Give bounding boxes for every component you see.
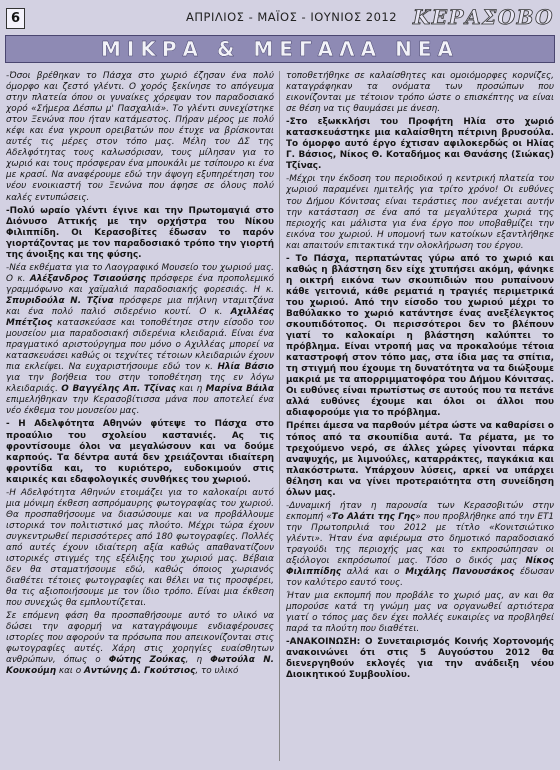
section-title: ΜΙΚΡΑ & ΜΕΓΑΛΑ ΝΕΑ [101, 37, 459, 61]
article-photo-frames: τοποθετήθηκε σε καλαίσθητες και ομοιόμορφες κορνίζες, καταγράφηκαν τα ονόματα των προσώπων που εικονίζονται με τέτοιον τρόπο ώστε ο επισκέπτης να είναι σε θέση να τις θαυμάσει με άνεση. [286, 71, 554, 115]
article-mayday-festival: -Πολύ ωραίο γλέντι έγινε και την Πρωτομαγιά στο Διόνυσο Αττικής με την ορχήστρα του Νίκου Φιλιππίδη. Οι Κερασοβίτες έδωσαν το παρόν γιορτάζοντας με τον παραδοσιακό τρόπο την γιορτή της άνοιξης και της φύσης. [6, 205, 274, 260]
article-tv-show: -Δυναμική ήταν η παρουσία των Κερασοβιτών στην εκπομπή «Το Αλάτι της Γης» που προβλήθηκε από την ΕΤ1 την Πρωτοπριλιά του 2012 με τίτλο «Κονιτσιώτικο γλέντι». Ήταν ένα αφιέρωμα στο δημοτικό παραδοσιακό τραγούδι της περιοχής μας και το εκπροσώπησαν οι αξιόλογοι εκπρόσωποί μας. Τόσο ο δικός μας Νίκος Φιλιππίδης αλλά και ο Μιχάλης Πανουσάκος έδωσαν τον καλύτερο εαυτό τους. [286, 500, 554, 589]
left-column [6, 71, 274, 763]
newspaper-name: ΚΕΡΑΣΟΒΟ [412, 5, 554, 29]
article-garbage-problem: - Το Πάσχα, περπατώντας γύρω από το χωριό και καθώς η βλάστηση δεν είχε χτυπήσει ακόμη, φάνηκε η οικτρή εικόνα των σκουπιδιών που ρυπαίνουν κάθε γειτονιά, κάθε ρεματιά η τραγιές περιμετρικά του χωριού. Από την είσοδο του χωριού μέχρι το Βαθύλακκο το χωριό κατάντησε ένας ανεξέλεγκτος σκουπιδότοπος. Οι περισσότεροι δεν το βλέπουν γιατί το καλοκαίρι η βλάστηση καλύπτει το πρόβλημα. Είναι ντροπή μας να προκαλούμε τέτοια καταστροφή στον τόπο μας, στα ίδια μας τα σπίτια, τη στιγμή που έχουμε τη δυνατότητα να τα διώξουμε μακριά με τα απορριμματοφόρα του Δήμου Κόνιτσας. Οι ευθύνες είναι πρωτίστως σε αυτούς που τα πετάνε αλλά ευθύνες έχουμε και όλοι οι άλλοι που αδιαφορούμε για το πρόβλημα. [286, 253, 554, 419]
article-chestnut-trees: - Η Αδελφότητα Αθηνών φύτεψε το Πάσχα στο προαύλιο του σχολείου καστανιές. Ας τις φροντίσουμε όλοι να μεγαλώσουν και να δούμε καρπούς. Τα δέντρα αυτά δεν χρειάζονται ιδιαίτερη φροντίδα και, το κυριότερο, ευδοκιμούν στις καιρικές και εδαφολογικές συνθήκες του χωριού. [6, 419, 274, 485]
article-central-square: -Μέχρι την έκδοση του περιοδικού η κεντρική πλατεία του χωριού παραμένει ημιτελής για τρίτο χρόνο! Οι ευθύνες του Δήμου Κόνιτσας είναι τεράστιες που ανέχεται αυτήν την κατάσταση σε ένα από τα μεγαλύτερα χωριά της περιοχής και μάλιστα για ένα έργο που υποβαθμίζει την εικόνα του χωριού. Η υπομονή των κατοίκων εξαντλήθηκε και απαιτούν επιτακτικά την ολοκλήρωση του έργου. [286, 174, 554, 251]
article-easter-festival: -Όσοι βρέθηκαν το Πάσχα στο χωριό έζησαν ένα πολύ όμορφο και ζεστό γλέντι. Ο χορός ξεκίνησε το απόγευμα στην πλατεία όπου οι γυναίκες χόρεψαν τον παραδοσιακό χορό «Σήμερα Δέσπω μ' Πασχαλιά». Το γλέντι συνεχίστηκε στον Ξενώνα που ήταν κατάμεστος. Πήραν μέρος με πολύ κέφι και ένα γκρουπ ορειβατών που έτυχε να βρίσκονται αυτές τις μέρες στον τόπο μας. Μέλη του ΔΣ της Αδελφότητας τους καλωσόρισαν, τους μίλησαν για το χωριό και τους πρόσφεραν ένα μπουκάλι με τσίπουρο κι ένα με κρασί. Να αναφέρουμε εδώ την άψογη εξυπηρέτηση του νέου ενοικιαστή του Ξενώνα που άφησε σε όλους πολύ καλές εντυπώσεις. [6, 71, 274, 203]
article-photo-exhibition: -Η Αδελφότητα Αθηνών ετοιμάζει για το καλοκαίρι αυτό μια μόνιμη έκθεση ασπρόμαυρης φωτογραφίας του χωριού. Θα προσπαθήσουμε να διασώσουμε και να προβάλλουμε ιστορικά τον πολιτιστικό μας πλούτο. Μέχρι τώρα έχουν συγκεντρωθεί περισσότερες από 180 φωτογραφίες. Πολλές από αυτές έχουν ιδιαίτερη αξία καθώς απαθανατίζουν ιστορικές στιγμές της εξέλιξης του χωριού μας. Βέβαια δεν θα σταματήσουμε εδώ, καθώς όποιος χωριανός διαθέτει τέτοιες φωτογραφίες και θέλει να τις προσφέρει, θα τις αξιοποιήσουμε με τον ίδιο τρόπο. Είναι μια έκθεση που συνεχώς θα εμπλουτίζεται. [6, 487, 274, 609]
article-tv-show-comment: Ήταν μια εκπομπή που προβάλε το χωριό μας, αν και θα μπορούσε κατά τη γνώμη μας να οργανωθεί αρτιότερα γιατί ο τόπος μας δεν έχει πολλές ευκαιρίες να προβληθεί παρά τα πλούτη που διαθέτει. [286, 591, 554, 635]
article-museum-exhibits: -Νέα εκθέματα για το Λαογραφικό Μουσείο του χωριού μας. Ο κ. Αλέξανδρος Τσιαούσης πρόσφερε ένα προπολεμικό γραμμόφωνο και χαϊμαλιά παραδοσιακής φορεσιάς. Η κ. Σπυριδούλα Ν. Τζίνα πρόσφερε μια πήλινη νταμιτζάνα και ένα πολύ παλιό σιδερένιο κουτί. Ο κ. Αχιλλέας Μπέτζιος κατασκεύασε και τοποθέτησε στην είσοδο του μουσείου μια παραδοσιακή σιδερένια κλειδαριά. Είναι ένα πραγματικό αριστούργημα που μόνο ο Αχιλλέας μπορεί να κατασκευάσει καθώς οι τεχνίτες τέτοιων κλειδαριών έχουν πια εκλείψει. Να ευχαριστήσουμε εδώ τον κ. Ηλία Βάσιο για την βοήθεια του στην τοποθέτηση της εν λόγω κλειδαριάς. Ο Βαγγέλης Απ. Τζίνας και η Μαρίνα Βάιλα επιμελήθηκαν την Κερασοβίτισσα μάνα που αποτελεί ένα νέο έκθεμα του μουσείου μας. [6, 262, 274, 417]
issue-date: ΑΠΡΙΛΙΟΣ - ΜΑΪΟΣ - ΙΟΥΝΙΟΣ 2012 [186, 10, 398, 24]
page-number: 6 [6, 8, 25, 29]
article-photo-sponsors: Σε επόμενη φάση θα προσπαθήσουμε αυτό το υλικό να δώσει την αφορμή να καταγράψουμε ενδιαφέρουσες ιστορίες που αφορούν τα πρόσωπα που απεικονίζονται στις φωτογραφίες αυτές. Χάρη στις χορηγίες ευαίσθητων ανθρώπων, όπως ο Φώτης Ζούκας, η Φωτούλα Ν. Κουκούμη και ο Αντώνης Δ. Γκούτσιος, το υλικό [6, 611, 274, 677]
announcement: -ΑΝΑΚΟΙΝΩΣΗ: Ο Συνεταιρισμός Κοινής Χορτονομής ανακοινώνει ότι στις 5 Αυγούστου 2012 θα διενεργηθούν εκλογές για την ανάδειξη νέου Διοικητικού Συμβουλίου. [286, 637, 554, 681]
article-stone-fountain: -Στο εξωκκλήσι του Προφήτη Ηλία στο χωριό κατασκευάστηκε μια καλαίσθητη πέτρινη βρυσούλα. Το όμορφο αυτό έργο έχτισαν αφιλοκερδώς οι Ηλίας Γ. Βάσιος, Νίκος Θ. Κοταδήμος και Θανάσης (Σιώκας) Τζίνας. [286, 117, 554, 172]
article-cleanup-measures: Πρέπει άμεσα να παρθούν μέτρα ώστε να καθαρίσει ο τόπος από τα σκουπίδια αυτά. Τα ρέματα, με το τρεχούμενο νερό, σε άλλες χώρες γίνονται πάρκα αναψυχής, με λιμνούλες, καταρράκτες, παγκάκια και πλακόστρωτα. Υπάρχουν λύσεις, αρκεί να υπάρχει θέληση και να γίνει προτεραιότητα στη συνείδηση όλων μας. [286, 421, 554, 498]
page-header [0, 0, 560, 34]
column-divider [279, 71, 280, 761]
right-column [286, 71, 554, 763]
section-banner [5, 35, 555, 63]
